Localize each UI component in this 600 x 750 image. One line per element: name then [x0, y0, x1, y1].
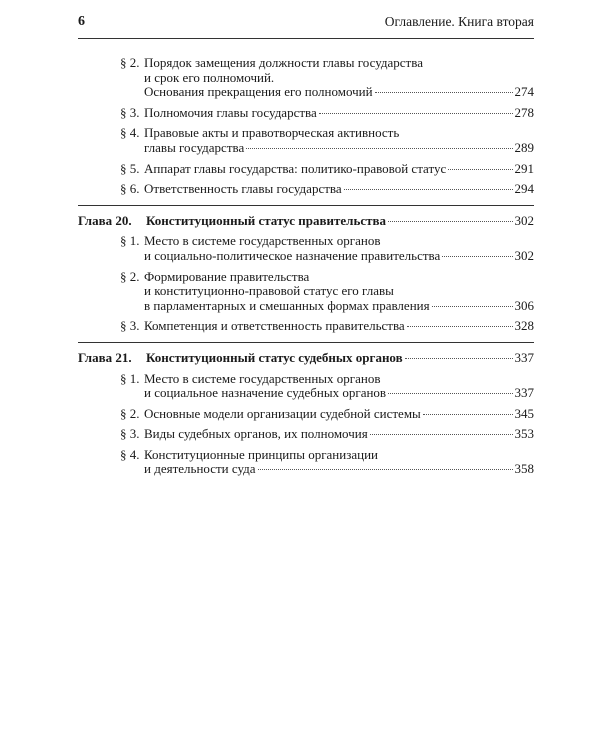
- toc-entry: [78, 372, 534, 401]
- toc-chapter: [78, 351, 534, 366]
- dot-leader: [388, 392, 512, 394]
- toc-title-line: Формирование правительства: [144, 268, 310, 284]
- toc-title-line: Конституционный статус судебных органов: [146, 349, 403, 365]
- toc-title-line: Порядок замещения должности главы государства: [144, 55, 423, 70]
- toc-page-number: 353: [514, 426, 534, 442]
- toc-title: [144, 427, 534, 442]
- toc-entry: [78, 182, 534, 197]
- section-divider: [78, 205, 534, 206]
- toc-title: [144, 319, 534, 334]
- toc-entry: [78, 319, 534, 334]
- toc-title-last-line: [144, 182, 534, 197]
- toc-page-number: 302: [514, 212, 534, 228]
- toc-title: [146, 351, 534, 366]
- toc-entry: [78, 234, 534, 263]
- toc-number: § 2.: [120, 405, 140, 421]
- running-head: Оглавление. Книга вторая: [384, 14, 534, 29]
- dot-leader: [388, 220, 512, 222]
- toc-title: [146, 214, 534, 229]
- toc-number: § 1.: [120, 370, 140, 386]
- dot-leader: [442, 255, 512, 257]
- dot-leader: [375, 91, 513, 93]
- toc-number: § 4.: [120, 446, 140, 462]
- toc-page-number: 337: [514, 385, 534, 401]
- toc-title-line: Конституционный статус правительства: [146, 212, 387, 228]
- toc-entry: [78, 407, 534, 422]
- dot-leader: [258, 468, 513, 470]
- toc-page-number: 291: [514, 160, 534, 176]
- toc-number: § 3.: [120, 426, 140, 442]
- toc-page-number: 345: [514, 405, 534, 421]
- toc-entry: [78, 448, 534, 477]
- toc-entry: [78, 427, 534, 442]
- toc-chapter: [78, 214, 534, 229]
- dot-leader: [344, 188, 513, 190]
- toc-title-line: Основные модели организации судебной системы: [144, 405, 421, 421]
- toc-title-last-line: [144, 427, 534, 442]
- toc-title-last-line: [144, 386, 534, 401]
- toc-title: [144, 234, 534, 263]
- toc-entry: [78, 270, 534, 314]
- toc-title-last-line: [144, 85, 534, 100]
- toc-title-last-line: [144, 407, 534, 422]
- toc-page-number: 278: [514, 104, 534, 120]
- toc-number: § 3.: [120, 318, 140, 334]
- toc-title-line: и социальное назначение судебных органов: [144, 385, 387, 401]
- toc-title: [144, 162, 534, 177]
- toc-title-last-line: [146, 214, 534, 229]
- toc-title-last-line: [144, 162, 534, 177]
- toc-title-last-line: [144, 249, 534, 264]
- toc-title: [144, 126, 534, 155]
- dot-leader: [246, 147, 512, 149]
- toc-title: [144, 106, 534, 121]
- toc-title-line: Основания прекращения его полномочий: [144, 84, 373, 100]
- dot-leader: [448, 168, 512, 170]
- dot-leader: [405, 357, 513, 359]
- toc-title: [144, 448, 534, 477]
- toc-title-line: Компетенция и ответственность правительства: [144, 318, 405, 334]
- toc-page-number: 306: [514, 297, 534, 313]
- toc-title-last-line: [144, 141, 534, 156]
- toc-title-line: и срок его полномочий.: [144, 69, 275, 85]
- toc-number: § 2.: [120, 268, 140, 284]
- page-header: [78, 0, 534, 39]
- toc-number: § 6.: [120, 181, 140, 197]
- toc-title-line: и конституционно-правовой статус его главы: [144, 283, 394, 299]
- toc-title: [144, 182, 534, 197]
- toc-page-number: 274: [514, 84, 534, 100]
- toc-title-line: Ответственность главы государства: [144, 181, 342, 197]
- toc-title-last-line: [146, 351, 534, 366]
- toc-title-line: Конституционные принципы организации: [144, 446, 378, 462]
- toc-number: § 1.: [120, 233, 140, 249]
- toc-entry: [78, 106, 534, 121]
- toc-title: [144, 270, 534, 314]
- toc-page-number: 337: [514, 349, 534, 365]
- toc-entry: [78, 56, 534, 100]
- toc-title: [144, 407, 534, 422]
- toc-page-number: 328: [514, 318, 534, 334]
- dot-leader: [370, 433, 513, 435]
- dot-leader: [432, 305, 513, 307]
- toc-title-line: главы государства: [144, 139, 245, 155]
- toc-title-last-line: [144, 299, 534, 314]
- toc-number: Глава 21.: [78, 349, 132, 365]
- dot-leader: [407, 325, 513, 327]
- toc-title-line: и социально-политическое назначение правительства: [144, 247, 441, 263]
- toc-number: Глава 20.: [78, 212, 132, 228]
- toc-number: § 2.: [120, 55, 140, 70]
- toc-title-line: Правовые акты и правотворческая активность: [144, 125, 400, 141]
- toc-title-line: и деятельности суда: [144, 461, 256, 477]
- toc-title: [144, 372, 534, 401]
- toc-entry: [78, 162, 534, 177]
- page-number: 6: [78, 14, 85, 29]
- toc-page-number: 358: [514, 461, 534, 477]
- dot-leader: [423, 413, 513, 415]
- toc-page-number: 302: [514, 247, 534, 263]
- toc-page-number: 294: [514, 181, 534, 197]
- toc-entry: [78, 126, 534, 155]
- toc-title-line: Аппарат главы государства: политико-правовой статус: [144, 160, 447, 176]
- section-divider: [78, 342, 534, 343]
- toc-number: § 5.: [120, 160, 140, 176]
- toc-title: [144, 56, 534, 100]
- toc-number: § 3.: [120, 104, 140, 120]
- dot-leader: [319, 112, 513, 114]
- toc-title-line: Место в системе государственных органов: [144, 233, 381, 249]
- toc-title-last-line: [144, 106, 534, 121]
- toc-number: § 4.: [120, 125, 140, 141]
- toc-title-line: Виды судебных органов, их полномочия: [144, 426, 368, 442]
- table-of-contents: [78, 56, 534, 483]
- toc-page-number: 289: [514, 139, 534, 155]
- toc-title-last-line: [144, 319, 534, 334]
- toc-title-line: Полномочия главы государства: [144, 104, 317, 120]
- toc-title-line: в парламентарных и смешанных формах правления: [144, 297, 430, 313]
- toc-title-last-line: [144, 462, 534, 477]
- toc-title-line: Место в системе государственных органов: [144, 370, 381, 386]
